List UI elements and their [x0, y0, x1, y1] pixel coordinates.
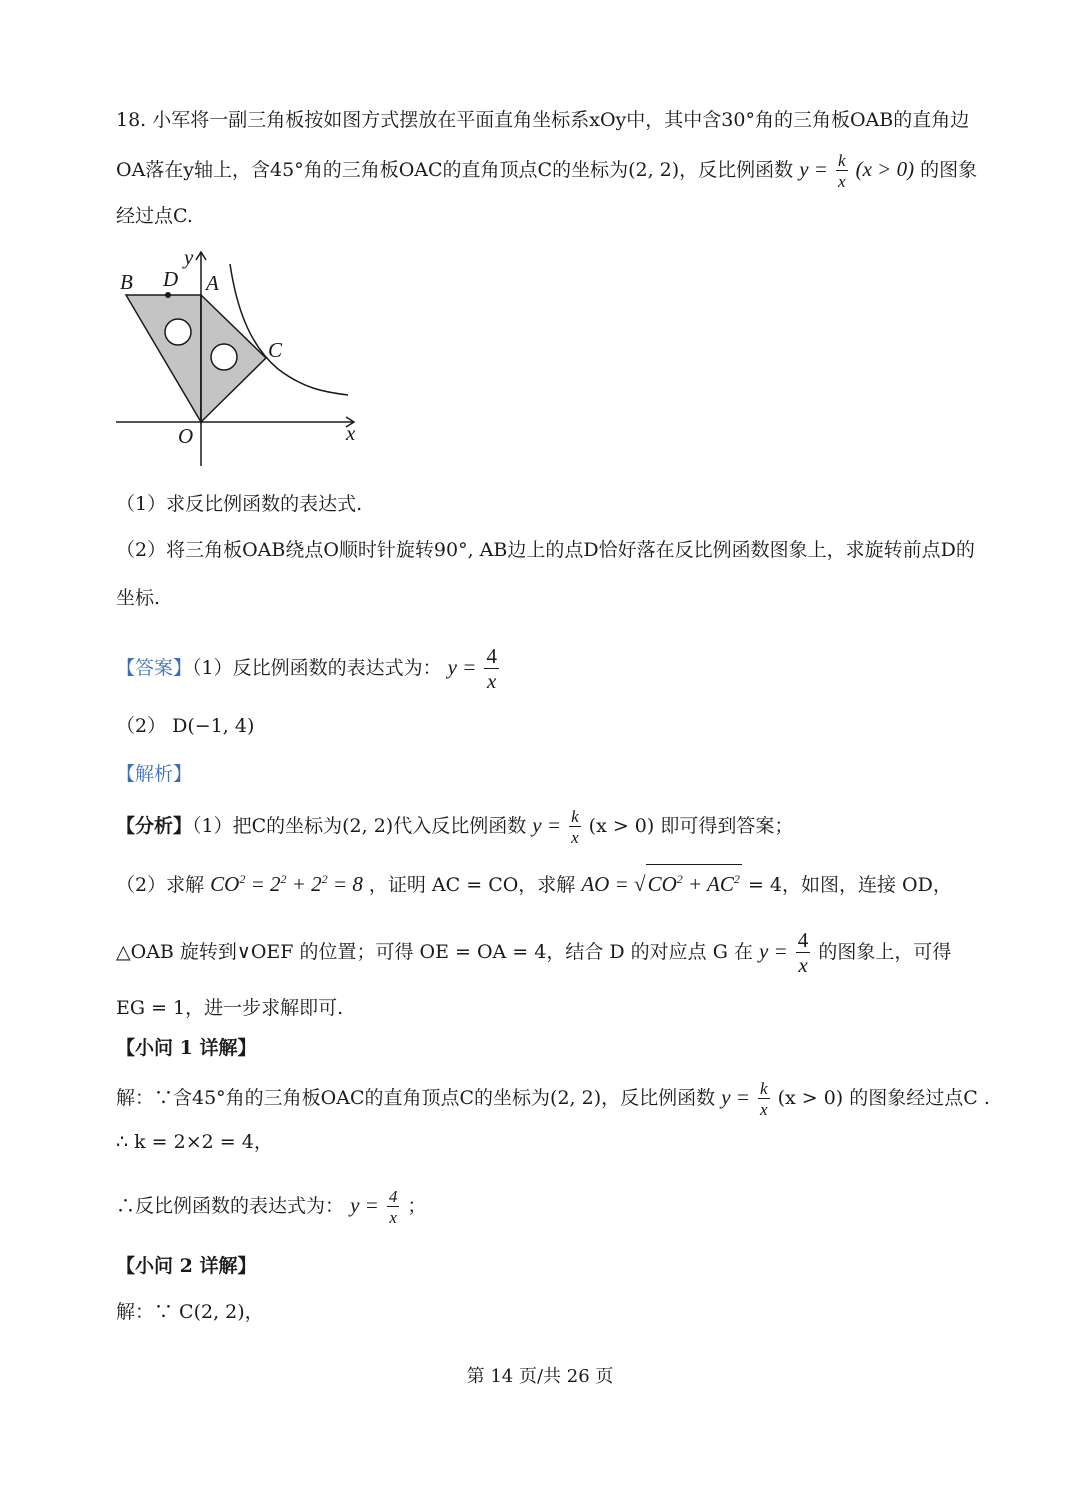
detail-1-fraction	[758, 1080, 770, 1118]
analysis-line-1-tail: (x > 0) 即可得到答案；	[588, 815, 794, 837]
detail-1-line-2: ∴ k = 2×2 = 4，	[116, 1131, 273, 1153]
analysis-line-1-lhs: y =	[532, 813, 562, 837]
question-1: （1）求反比例函数的表达式.	[116, 493, 363, 515]
detail-1-line-1	[116, 1079, 990, 1119]
analysis-line-3-lhs: y =	[758, 939, 788, 963]
detail-1-line-3-numerator: 4	[388, 1187, 398, 1206]
detail-1-numerator: k	[759, 1079, 768, 1098]
analysis-tag: 【解析】	[116, 763, 193, 785]
answer-2: （2） D(−1, 4)	[116, 715, 255, 737]
function-denominator: x	[838, 172, 846, 191]
detail-2-line-1: 解：∵ C(2, 2)，	[116, 1301, 264, 1323]
analysis-line-2	[116, 864, 970, 899]
answer-1-numerator: 4	[486, 644, 497, 668]
analysis-line-3-b: 的图象上，可得	[818, 941, 952, 963]
label-b: B	[120, 270, 133, 294]
analysis-line-3-denominator: x	[798, 953, 808, 977]
problem-line-1: 18. 小军将一副三角板按如图方式摆放在平面直角坐标系xOy中，其中含30°角的三角板OAB的直角边	[116, 109, 970, 131]
problem-line-2-text: OA落在y轴上，含45°角的三角板OAC的直角顶点C的坐标为(2, 2)，反比例函数	[116, 159, 794, 181]
detail-1-line-1-b: (x > 0) 的图象经过点C .	[777, 1087, 990, 1109]
function-lhs: y =	[799, 157, 828, 181]
detail-1-line-3-a: ∴反比例函数的表达式为：	[116, 1195, 345, 1217]
function-condition: (x > 0)	[855, 157, 915, 181]
label-d: D	[163, 267, 179, 291]
analysis-ao-expression: AO = $√CO^2 + AC^2$	[581, 872, 742, 896]
detail-1-line-3	[116, 1188, 970, 1226]
page-number-footer: 第 14 页/共 26 页	[466, 1366, 614, 1387]
detail-1-tag: 【小问 1 详解】	[116, 1037, 257, 1059]
analysis-line-4: EG = 1，进一步求解即可.	[116, 997, 344, 1019]
detail-1-line-3-denominator: x	[389, 1208, 397, 1227]
detail-1-line-1-a: 解：∵含45°角的三角板OAC的直角顶点C的坐标为(2, 2)，反比例函数	[116, 1087, 716, 1109]
question-2-line-2: 坐标.	[116, 587, 161, 609]
analysis-line-3-fraction	[796, 930, 811, 976]
answer-1-fraction	[484, 646, 499, 692]
problem-line-3: 经过点C.	[116, 205, 193, 227]
analysis-co-squared: $CO^2 = 2^2 + 2^2 = 8$	[210, 872, 363, 896]
function-fraction	[836, 152, 848, 190]
point-d-dot	[165, 292, 171, 298]
detail-1-denominator: x	[759, 1100, 768, 1119]
hole-circle-1	[165, 319, 191, 345]
answer-1	[116, 646, 970, 692]
detail-1-line-3-lhs: y =	[350, 1193, 379, 1217]
label-o: O	[178, 424, 194, 448]
triangle-oab	[126, 295, 201, 422]
analysis-line-2-b: ，证明 AC = CO，求解	[368, 874, 576, 896]
analysis-line-1-numerator: k	[571, 807, 579, 826]
detail-2-tag: 【小问 2 详解】	[116, 1255, 257, 1277]
label-y: y	[184, 245, 194, 269]
analysis-line-3-numerator: 4	[797, 928, 809, 952]
fenxi-tag: 【分析】	[116, 815, 193, 837]
question-2-line-1: （2）将三角板OAB绕点O顺时针旋转90°, AB边上的点D恰好落在反比例函数图象上，求旋转前点D的	[116, 539, 975, 561]
analysis-line-3	[116, 930, 970, 976]
detail-1-lhs: y =	[721, 1085, 750, 1109]
analysis-line-2-c: = 4，如图，连接 OD，	[747, 874, 952, 896]
label-c: C	[268, 338, 283, 362]
analysis-line-1-fraction	[569, 808, 581, 846]
answer-1-denominator: x	[487, 669, 497, 693]
label-a: A	[206, 271, 219, 295]
analysis-line-1-denominator: x	[571, 828, 579, 847]
detail-1-line-3-fraction	[387, 1188, 400, 1226]
analysis-line-1	[116, 808, 970, 846]
function-numerator: k	[838, 151, 846, 170]
coordinate-figure	[108, 244, 368, 474]
problem-line-2-tail: 的图象	[920, 159, 978, 181]
detail-1-line-3-b: ；	[407, 1195, 427, 1217]
analysis-line-3-a: △OAB 旋转到∨OEF 的位置；可得 OE = OA = 4，结合 D 的对应点 G 在	[116, 941, 753, 963]
answer-1-text: （1）反比例函数的表达式为：	[192, 657, 442, 679]
problem-line-2	[116, 151, 978, 191]
analysis-line-2-a: （2）求解	[116, 874, 205, 896]
answer-1-lhs: y =	[447, 655, 477, 679]
hole-circle-2	[211, 344, 237, 370]
answer-tag: 【答案】	[116, 657, 193, 679]
analysis-line-1-text: （1）把C的坐标为(2, 2)代入反比例函数	[192, 815, 527, 837]
label-x: x	[346, 421, 356, 445]
